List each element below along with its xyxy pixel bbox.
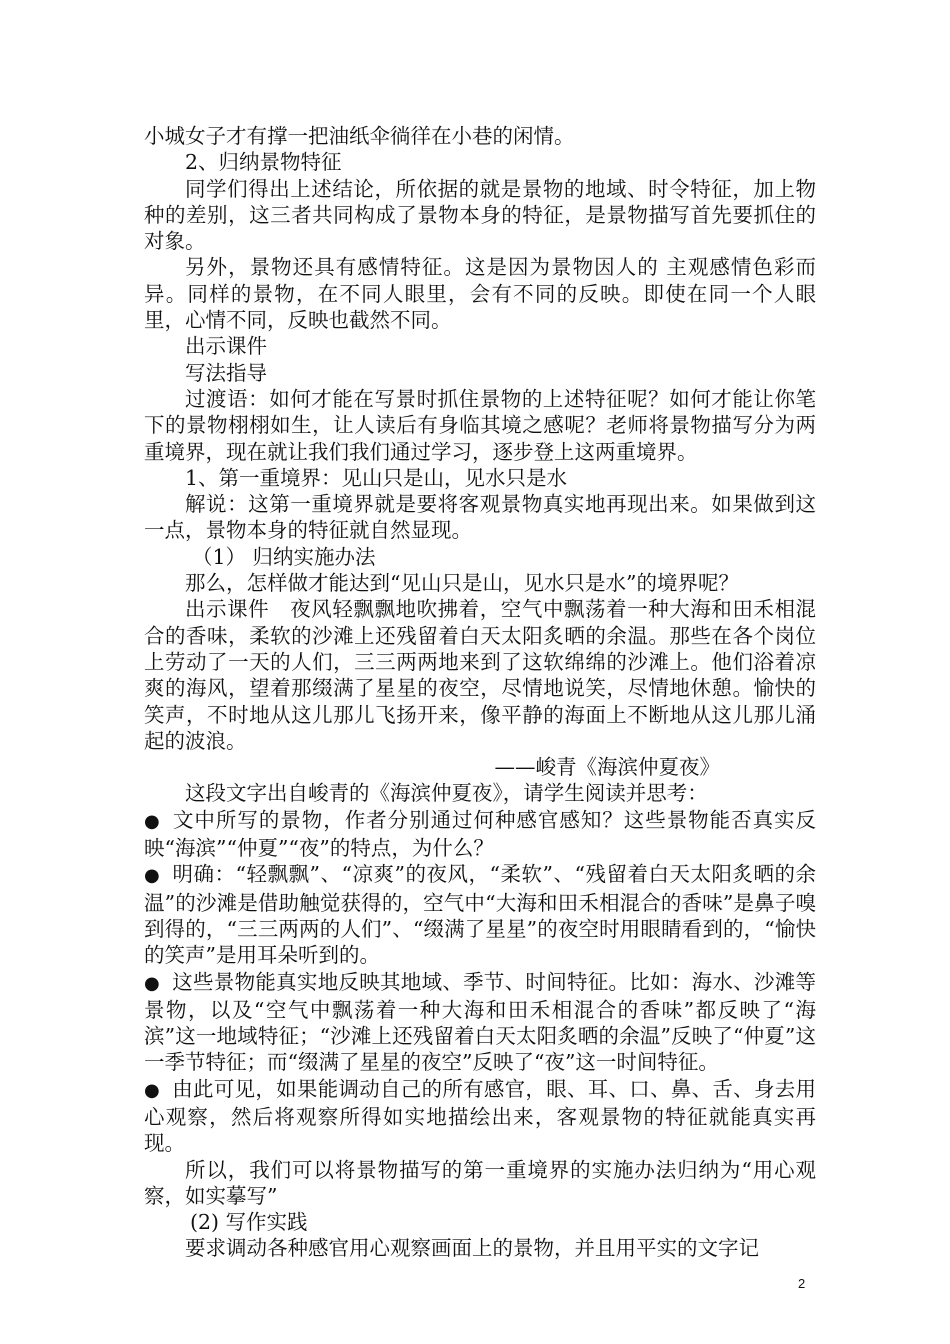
bullet-icon: ●: [144, 810, 160, 832]
bullet-item-1: ● 文中所写的景物，作者分别通过何种感官感知？这些景物能否真实反映“海滨”“仲夏”“夜”的特点，为什么？: [144, 807, 816, 861]
body-text: [144, 123, 816, 1262]
subheading-practice: (2) 写作实践: [190, 1210, 308, 1235]
paragraph-continuation: 小城女子才有撑一把油纸伞徜徉在小巷的闲情。: [144, 124, 575, 148]
section-heading-summarize-features: 2、归纳景物特征: [185, 150, 342, 175]
paragraph-explanation: 解说：这第一重境界就是要将客观景物真实地再现出来。如果做到这一点，景物本身的特征就自然显现。: [144, 492, 816, 543]
bullet-icon: ●: [144, 865, 160, 887]
label-writing-guidance: 写法指导: [185, 360, 267, 385]
paragraph-emotional-feature: 另外，景物还具有感情特征。这是因为景物因人的 主观感情色彩而异。同样的景物，在不同人眼里，会有不同的反映。即使在同一个人眼里，心情不同，反映也截然不同。: [144, 255, 816, 333]
label-show-courseware: 出示课件: [185, 334, 267, 359]
paragraph-transition: 过渡语：如何才能在写景时抓住景物的上述特征呢？如何才能让你笔下的景物栩栩如生，让人读后有身临其境之感呢？老师将景物描写分为两重境界，现在就让我们我们通过学习，逐步登上这两重境界。: [144, 386, 816, 464]
bullet-item-3: ● 这些景物能真实地反映其地域、季节、时间特征。比如：海水、沙滩等景物，以及“空气中飘荡着一种大海和田禾相混合的香味”都反映了“海滨”这一地域特征；“沙滩上还残留着白天太阳炙晒的余温”反映了“仲夏”这一季节特征；而“缀满了星星的夜空”反映了“夜”这一时间特征。: [144, 969, 816, 1075]
excerpt-attribution: ——峻青《海滨仲夏夜》: [494, 755, 720, 780]
paragraph-excerpt: 出示课件 夜风轻飘飘地吹拂着，空气中飘荡着一种大海和田禾相混合的香味，柔软的沙滩上还残留着白天太阳炙晒的余温。那些在各个岗位上劳动了一天的人们，三三两两地来到了这软绵绵的沙滩上。他们浴着凉爽的海风，望着那缀满了星星的夜空，尽情地说笑，尽情地休憩。愉快的笑声，不时地从这儿那儿飞扬开来，像平静的海面上不断地从这儿那儿涌起的波浪。: [144, 597, 816, 753]
paragraph-requirement: 要求调动各种感官用心观察画面上的景物，并且用平实的文字记: [185, 1236, 759, 1261]
bullet-item-2: ● 明确：“轻飘飘”、“凉爽”的夜风，“柔软”、“残留着白天太阳炙晒的余温”的沙滩是借助触觉获得的，空气中“大海和田禾相混合的香味”是鼻子嗅到得的，“三三两两的人们”、“缀满了星星”的夜空时用眼睛看到的，“愉快的笑声”是用耳朵听到的。: [144, 862, 816, 968]
bullet-item-4: ● 由此可见，如果能调动自己的所有感官，眼、耳、口、鼻、舌、身去用心观察，然后将观察所得如实地描绘出来，客观景物的特征就能真实再现。: [144, 1076, 816, 1156]
bullet-icon: ●: [144, 1079, 160, 1101]
paragraph-reading-prompt: 这段文字出自峻青的《海滨仲夏夜》，请学生阅读并思考：: [185, 781, 708, 806]
bullet-icon: ●: [144, 972, 160, 994]
page-number: 2: [798, 1276, 806, 1291]
paragraph-feature-basis: 同学们得出上述结论，所依据的就是景物的地域、时令特征，加上物种的差别，这三者共同构成了景物本身的特征，是景物描写首先要抓住的对象。: [144, 176, 816, 254]
subheading-method: （1） 归纳实施办法: [192, 544, 376, 569]
paragraph-conclusion: 所以，我们可以将景物描写的第一重境界的实施办法归纳为“用心观察，如实摹写”: [144, 1157, 816, 1208]
paragraph-question: 那么，怎样做才能达到“见山只是山，见水只是水”的境界呢？: [185, 571, 739, 596]
section-heading-first-realm: 1、第一重境界：见山只是山，见水只是水: [185, 465, 568, 490]
